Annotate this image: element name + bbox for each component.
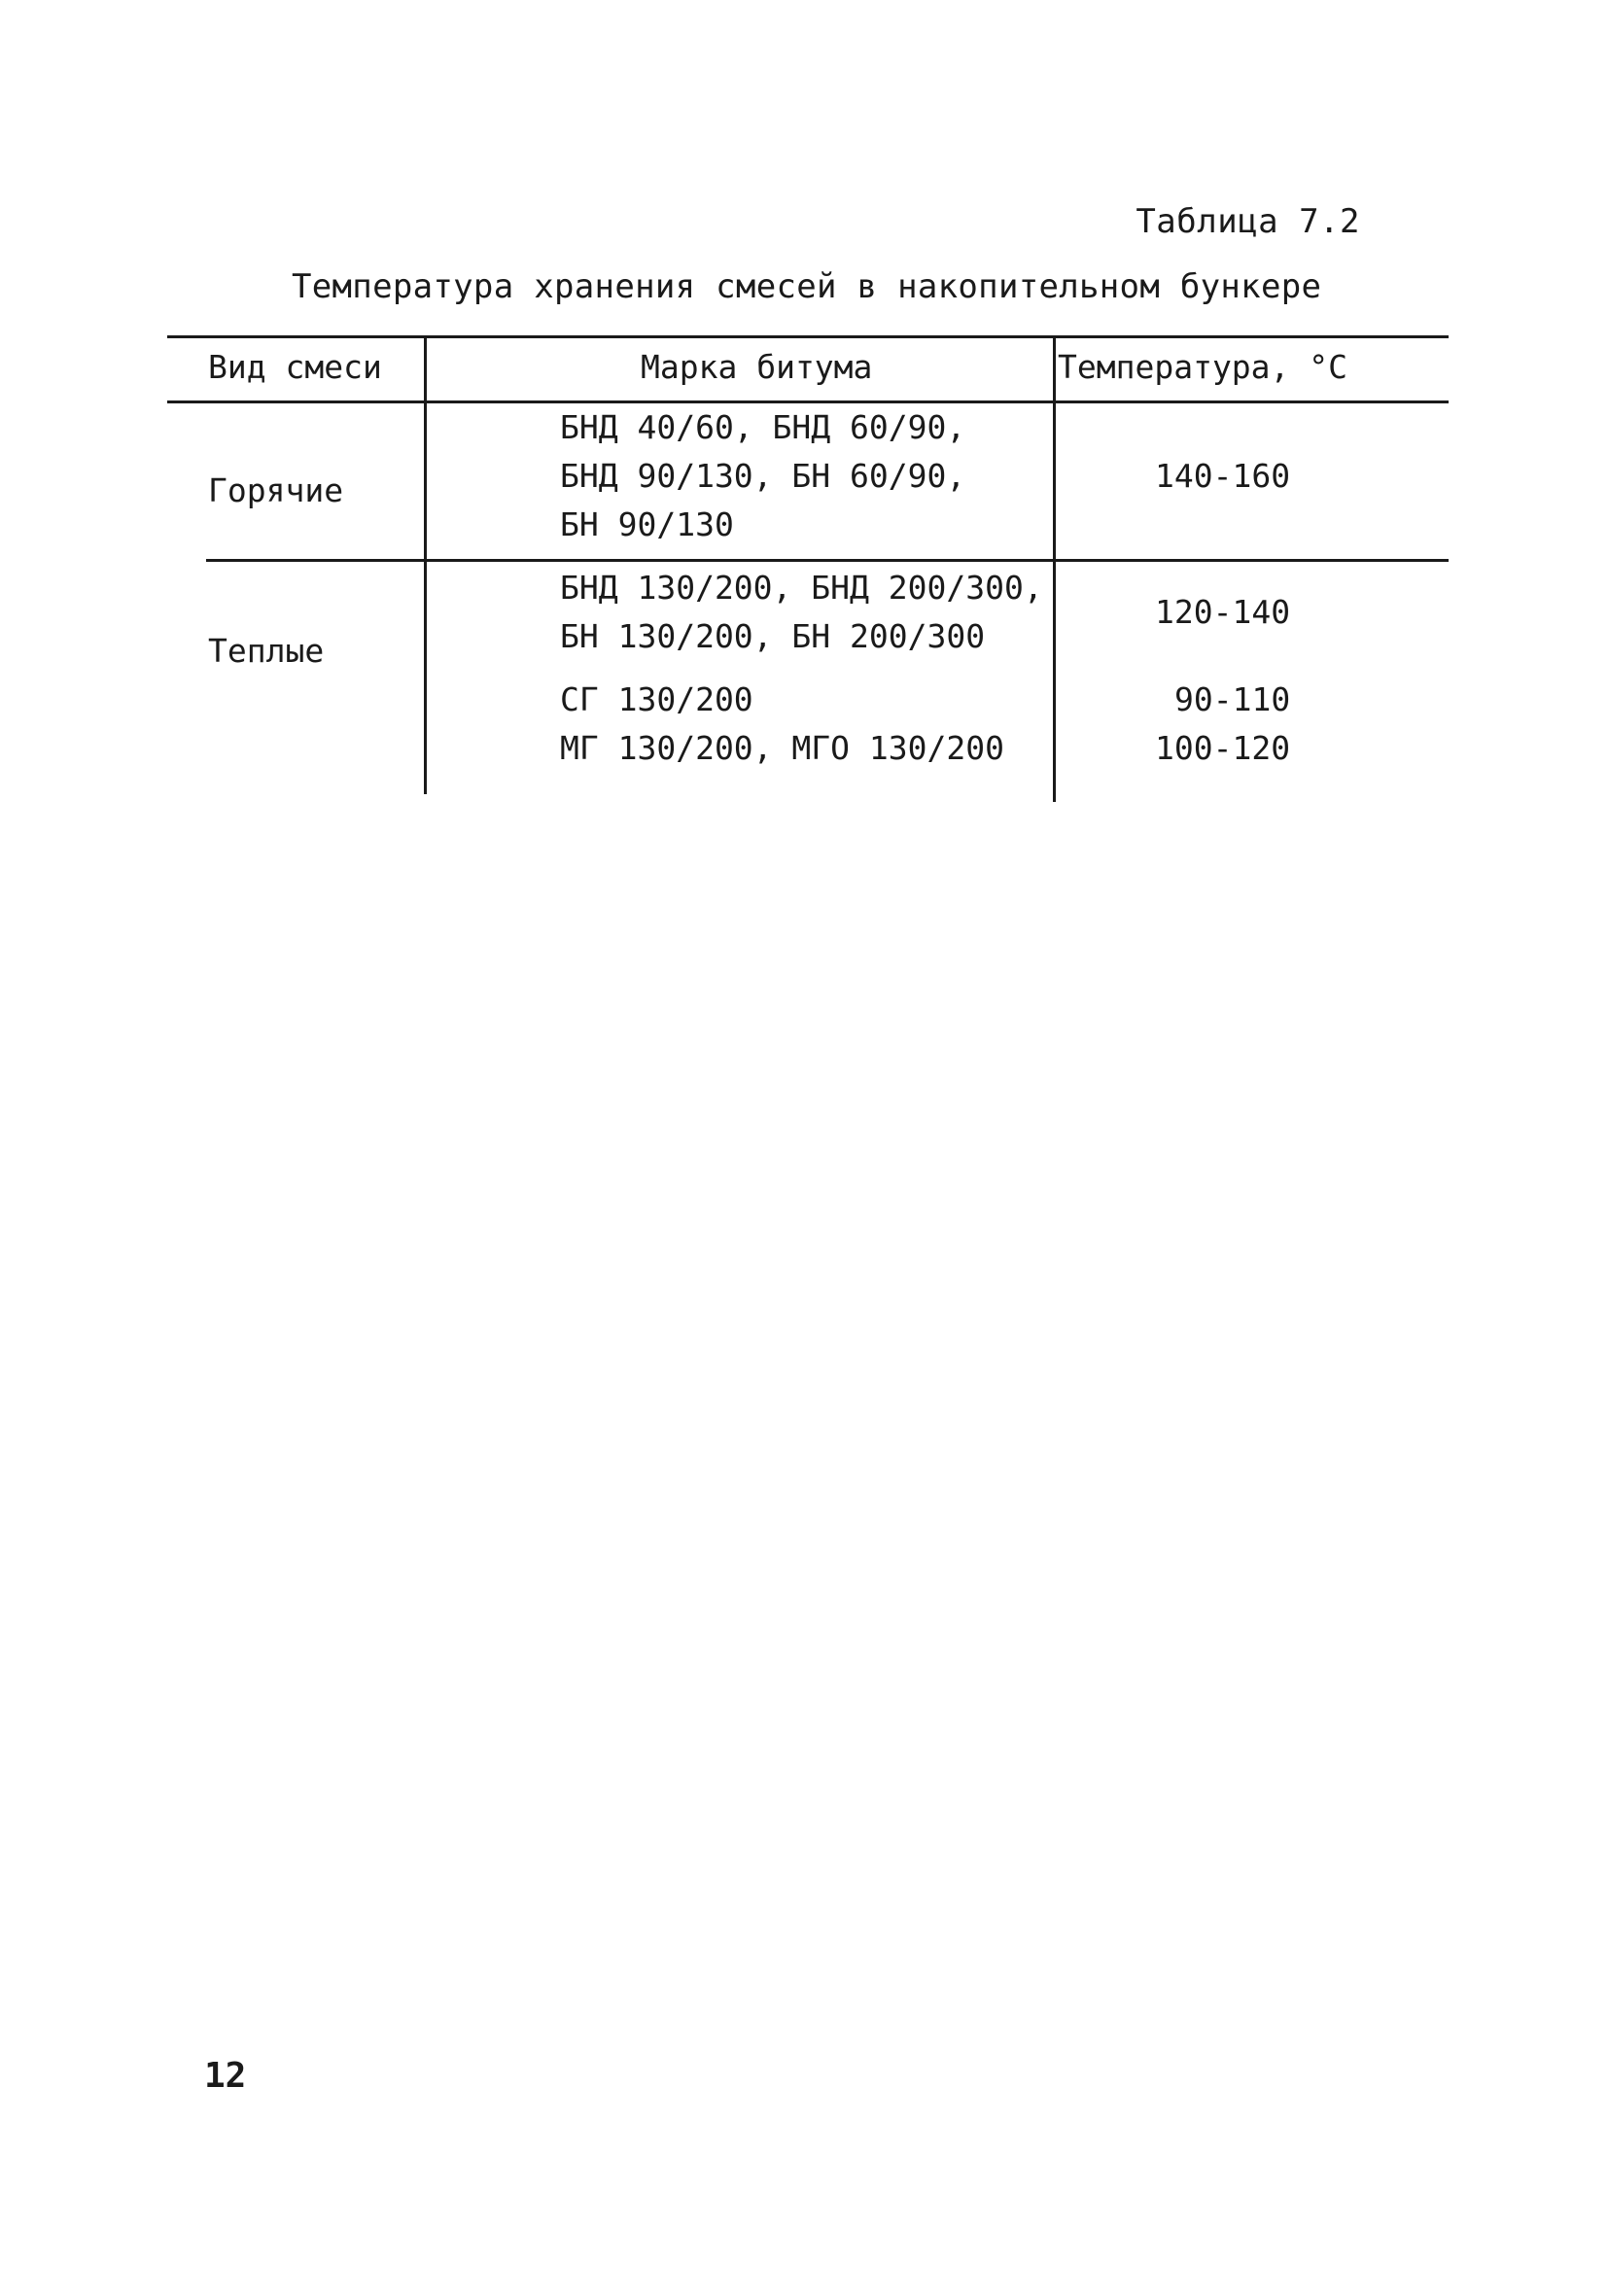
- temperature-value: 90-110: [1174, 680, 1291, 718]
- storage-temperature-table: [167, 335, 1449, 802]
- grade-line: БН 90/130: [560, 505, 734, 543]
- grade-line: БНД 90/130, БН 60/90,: [560, 457, 966, 495]
- grade-line: БНД 40/60, БНД 60/90,: [560, 408, 966, 446]
- header-mix-type: Вид смеси: [208, 348, 382, 386]
- group-separator-rule: [206, 559, 1449, 562]
- grade-line: МГ 130/200, МГО 130/200: [560, 729, 1004, 767]
- mix-type-hot: Горячие: [208, 471, 344, 509]
- grade-line: БН 130/200, БН 200/300: [560, 617, 986, 655]
- mix-type-warm: Теплые: [208, 632, 325, 670]
- table-title: Температура хранения смесей в накопительном бункере: [292, 267, 1322, 306]
- header-temperature: [1058, 345, 1347, 390]
- temperature-value: 140-160: [1155, 457, 1291, 495]
- header-temperature-unit: °С: [1309, 348, 1348, 386]
- table-top-rule: [167, 335, 1449, 338]
- temperature-value: 120-140: [1155, 593, 1291, 631]
- column-divider-2: [1053, 335, 1056, 802]
- page-number: 12: [204, 2056, 247, 2096]
- temperature-value: 100-120: [1155, 729, 1291, 767]
- header-bitumen-grade: Марка битума: [641, 348, 873, 386]
- grade-line: СГ 130/200: [560, 680, 753, 718]
- header-temperature-label: Температура,: [1058, 348, 1290, 386]
- column-divider-1: [424, 335, 427, 794]
- grade-line: БНД 130/200, БНД 200/300,: [560, 569, 1043, 607]
- header-bottom-rule: [167, 400, 1449, 403]
- table-number-label: Таблица 7.2: [1136, 202, 1360, 241]
